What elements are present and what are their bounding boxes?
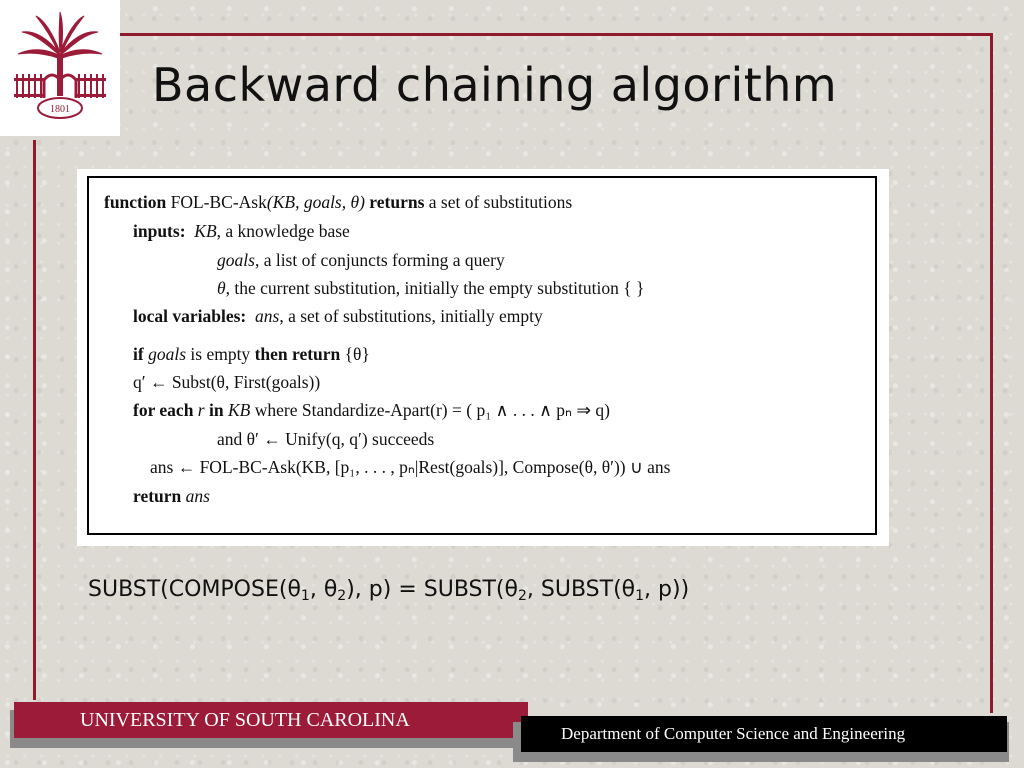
frame-right-border bbox=[990, 33, 993, 713]
algorithm-box bbox=[87, 176, 877, 535]
frame-top-border bbox=[120, 33, 993, 36]
algorithm-input-goals-line: goals, a list of conjuncts forming a query bbox=[217, 250, 505, 270]
algorithm-subst-line: q′ ← Subst(θ, First(goals)) bbox=[133, 372, 321, 392]
university-logo bbox=[0, 0, 120, 136]
university-name: UNIVERSITY OF SOUTH CAROLINA bbox=[80, 708, 410, 731]
frame-left-border bbox=[33, 140, 36, 700]
algorithm-foreach-line: for each r in KB where Standardize-Apart(r) = ( p₁ ∧ . . . ∧ pₙ ⇒ q) bbox=[133, 400, 610, 420]
svg-text:1801: 1801 bbox=[50, 104, 70, 115]
slide-title: Backward chaining algorithm bbox=[152, 58, 838, 112]
algorithm-ans-line: ans ← FOL-BC-Ask(KB, [p₁, . . . , pₙ|Rest(goals)], Compose(θ, θ′)) ∪ ans bbox=[150, 457, 671, 477]
footer-department-banner bbox=[521, 716, 1007, 752]
palmetto-tree-seal-icon bbox=[8, 8, 112, 128]
algorithm-input-theta-line: θ, the current substitution, initially the empty substitution { } bbox=[217, 278, 645, 298]
footer-university-banner bbox=[14, 702, 528, 738]
algorithm-header-line: function FOL-BC-Ask(KB, goals, θ) returns a set of substitutions bbox=[104, 192, 573, 212]
compose-subst-formula: $SUBST(COMPOSE(\theta_1$, $\theta_2$), $p) = SUBST(\theta_2$, $SUBST(\theta_1$, p)) bbox=[88, 577, 690, 604]
algorithm-inputs-line: inputs: KB, a knowledge base bbox=[133, 221, 350, 241]
algorithm-unify-line: and θ′ ← Unify(q, q′) succeeds bbox=[217, 429, 435, 449]
algorithm-locals-line: local variables: ans, a set of substitutions, initially empty bbox=[133, 306, 543, 326]
department-name: Department of Computer Science and Engineering bbox=[561, 724, 906, 743]
algorithm-if-line: if goals is empty then return {θ} bbox=[133, 344, 370, 364]
algorithm-figure bbox=[77, 169, 889, 546]
algorithm-return-line: return ans bbox=[133, 486, 210, 506]
